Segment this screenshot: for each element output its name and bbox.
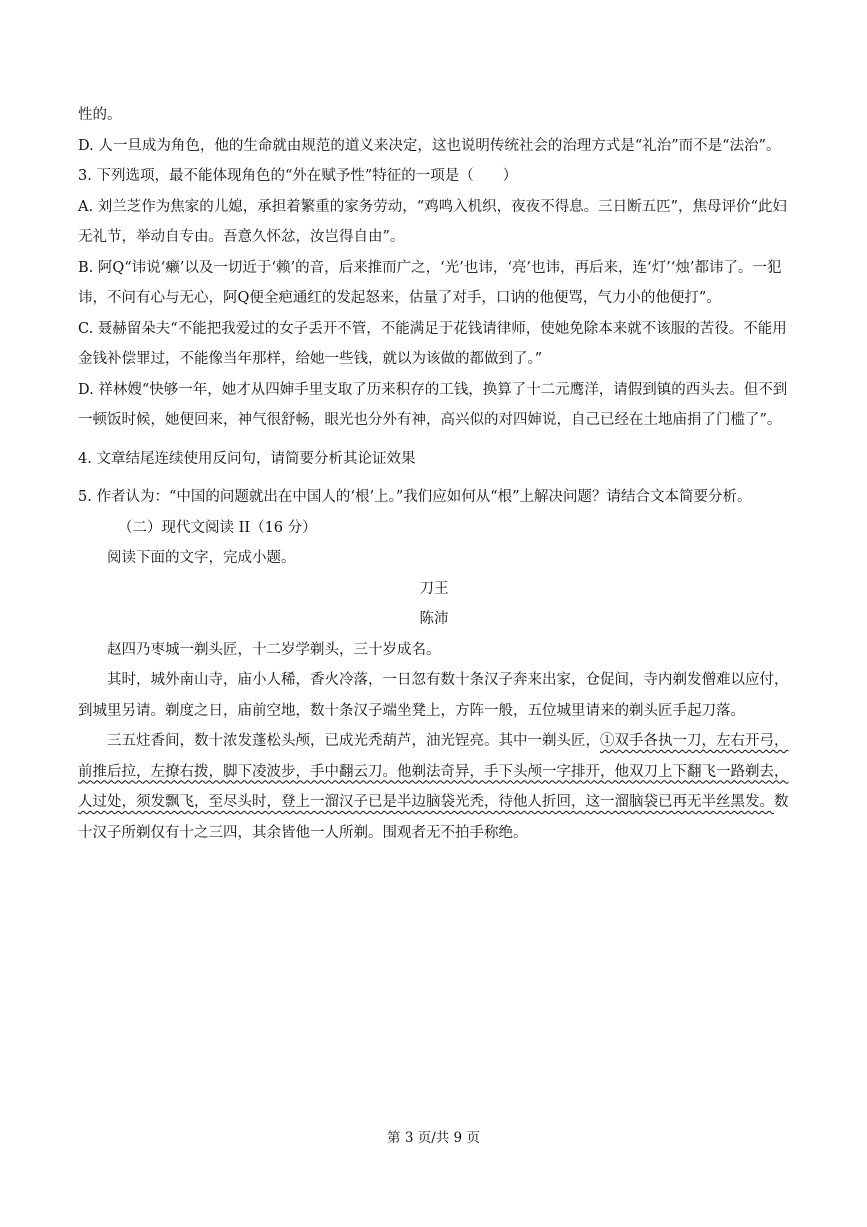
question-3-option-b: B. 阿Q“讳说‘癞’以及一切近于‘赖’的音，后来推而广之，‘光’也讳，‘亮’也讳，再后来，连‘灯’‘烛’都讳了。一犯讳，不问有心与无心，阿Q便全疤通红的发起怒来，估量了对手，口讷的他便骂，气力小的他便打”。 (78, 259, 782, 306)
question-3-option-d: D. 祥林嫂“快够一年，她才从四婶手里支取了历来积存的工钱，换算了十二元鹰洋，请假到镇的西头去。但不到一顿饭时候，她便回来，神气很舒畅，眼光也分外有神，高兴似的对四婶说，自己已经在土地庙捐了门槛了”。 (78, 381, 788, 428)
story-title: 刀王 (419, 580, 449, 597)
underlined-sentence-1: ①双手各执一刀，左右开弓，前推后拉，左撩右拨，脚下凌波步，手中翻云刀。他剃法奇异，手下头颅一字排开，他双刀上下翻飞一路剃去，人过处，须发飘飞，至尽头时，登上一溜汉子已是半边脑袋光秃，待他人折回，这一溜脑袋已再无半丝黑发。 (78, 733, 789, 810)
option-d-prev: D. 人一旦成为角色，他的生命就由规范的道义来决定，这也说明传统社会的治理方式是“礼治”而不是“法治”。 (78, 137, 781, 154)
story-author: 陈沛 (419, 611, 449, 627)
paragraph-3-start: 三五炷香间，数十浓发蓬松头颅，已成光秃葫芦，油光锃亮。其中一剃头匠， (107, 733, 600, 749)
story-paragraph-2: 其时，城外南山寺，庙小人稀，香火冷落，一日忽有数十条汉子奔来出家，仓促间，寺内剃发僧难以应付，到城里另请。剃度之日，庙前空地，数十条汉子端坐凳上，方阵一般，五位城里请来的剃头匠手起刀落。 (78, 672, 789, 719)
paragraph-3-end: 数十汉子所剃仅有十之三四，其余皆他一人所剃。围观者无不拍手称绝。 (78, 794, 789, 841)
story-paragraph-3 (78, 726, 790, 848)
story-paragraph-1: 赵四乃枣城一剃头匠，十二岁学剃头，三十岁成名。 (107, 641, 441, 658)
page-footer: 第 3 页/共 9 页 (387, 1130, 480, 1146)
section-heading: （二）现代文阅读 II（16 分） (118, 519, 317, 536)
question-4: 4. 文章结尾连续使用反问句，请简要分析其论证效果 (78, 450, 416, 467)
question-3-option-a: A. 刘兰芝作为焦家的儿媳，承担着繁重的家务劳动，“鸡鸣入机织，夜夜不得息。三日断五匹”，焦母评价“此妇无礼节，举动自专由。吾意久怀忿，汝岂得自由”。 (78, 198, 787, 245)
text-line: 性的。 (78, 107, 122, 123)
page-content (78, 100, 790, 848)
question-3: 3. 下列选项，最不能体现角色的“外在赋予性”特征的一项是（ ） (78, 168, 518, 184)
instruction: 阅读下面的文字，完成小题。 (107, 550, 296, 566)
question-5: 5. 作者认为：“中国的问题就出在中国人的‘根’上。”我们应如何从“根”上解决问题？请结合文本简要分析。 (78, 489, 752, 505)
question-3-option-c: C. 聂赫留朵夫“不能把我爱过的女子丢开不管，不能满足于花钱请律师，使她免除本来就不该服的苦役。不能用金钱补偿罪过，不能像当年那样，给她一些钱，就以为该做的都做到了。” (78, 320, 787, 367)
